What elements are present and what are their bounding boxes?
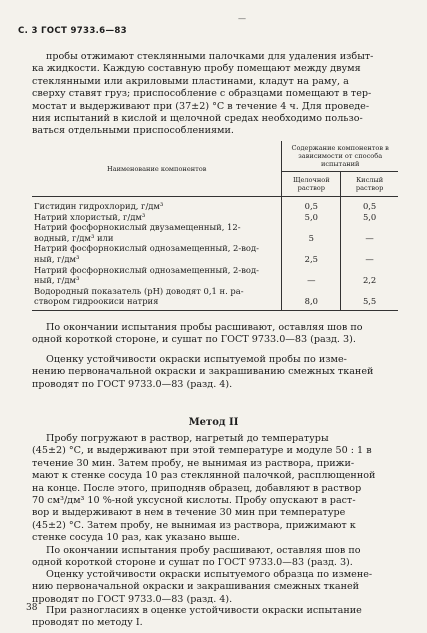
paragraph-7 (32, 605, 398, 630)
col-acid-header: Кислый раствор (341, 172, 398, 197)
paragraph-4 (32, 433, 398, 545)
acid-value: 2,2 (362, 275, 377, 286)
component-name-line: Водородный показатель (рН) доводят 0,1 н. ра- (34, 285, 244, 296)
text-line: Оценку устойчивости окраски испытуемой пробы по изме- (46, 354, 347, 365)
table-row (32, 212, 398, 223)
table-row (32, 222, 398, 243)
text-line: одной короткой стороне и сушат по ГОСТ 9733.0—83 (разд. 3). (32, 557, 353, 569)
alkaline-value: 5,0 (282, 212, 341, 223)
text-line: пробы отжимают стеклянными палочками для удаления избыт- (46, 51, 374, 62)
group-header: Содержание компонентов в зависимости от способа испытаний (282, 141, 398, 172)
alkaline-value: 8,0 (282, 286, 341, 311)
alkaline-value: — (282, 265, 341, 286)
text-line: стенке сосуда 10 раз, как указано выше. (32, 532, 240, 544)
component-name (32, 197, 282, 212)
component-name-line: ный, г/дм³ (34, 275, 80, 286)
text-line: вор и выдерживают в нем в течение 30 мин при температуре (32, 507, 346, 519)
text-line: ваться отдельными приспособлениями. (32, 125, 234, 137)
text-line: 70 см³/дм³ 10 %-ной уксусной кислоты. Пробу опускают в раст- (32, 495, 356, 507)
text-line: течение 30 мин. Затем пробу, не вынимая из раствора, прижи- (32, 457, 355, 469)
table-row (32, 243, 398, 264)
component-name (32, 243, 282, 264)
component-name-line: Гистидин гидрохлорид, г/дм³ (34, 201, 164, 211)
components-table (32, 141, 398, 311)
text-line: ка жидкости. Каждую составную пробу помещают между двумя (32, 63, 361, 75)
text-line: мают к стенке сосуда 10 раз стеклянной палочкой, расплющенной (32, 470, 376, 482)
col-alkaline-header: Щелочной раствор (282, 172, 341, 197)
table-body (32, 197, 398, 311)
text-line: По окончании испытания пробу расшивают, оставляя шов по (46, 545, 361, 556)
alkaline-value: 2,5 (282, 243, 341, 264)
component-name-line: Натрий фосфорнокислый двузамещенный, 12- (34, 222, 241, 233)
table-row (32, 286, 398, 311)
page-header: С. 3 ГОСТ 9733.6—83 (18, 26, 127, 36)
text-line: Пробу погружают в раствор, нагретый до температуры (46, 433, 329, 444)
paragraph-1 (32, 51, 398, 138)
component-name (32, 222, 282, 243)
paragraph-5 (32, 545, 398, 570)
text-line: проводят по ГОСТ 9733.0—83 (разд. 4). (32, 593, 233, 605)
acid-value: 0,5 (362, 201, 377, 211)
component-name (32, 265, 282, 286)
component-name-line: Натрий хлористый, г/дм³ (34, 211, 146, 222)
text-line: ния испытаний в кислой и щелочной средах необходимо пользо- (32, 113, 363, 125)
text-line: Оценку устойчивости окраски испытуемого образца по измене- (46, 569, 373, 580)
component-name (32, 212, 282, 223)
table-row (32, 265, 398, 286)
paragraph-3 (32, 354, 398, 391)
top-mark: — (238, 14, 246, 23)
component-name-line: Натрий фосфорнокислый однозамещенный, 2-вод- (34, 264, 259, 275)
table-row (32, 197, 398, 212)
text-line: проводят по методу I. (32, 617, 143, 629)
text-line: на конце. После этого, приподняв образец, добавляют в раствор (32, 482, 362, 494)
col-name-header: Наименование компонентов (32, 141, 282, 197)
text-line: сверху ставят груз; приспособление с образцами помещают в тер- (32, 88, 372, 100)
text-line: стеклянными или акриловыми пластинами, кладут на раму, а (32, 75, 349, 87)
acid-value: 5,0 (362, 211, 377, 222)
component-name-line: Натрий фосфорнокислый однозамещенный, 2-вод- (34, 243, 259, 254)
component-name-line: ный, г/дм³ (34, 253, 80, 264)
text-line: нению первоначальной окраски и закрашиванию смежных тканей (32, 366, 374, 378)
text-line: проводят по ГОСТ 9733.0—83 (разд. 4). (32, 378, 233, 390)
text-line: одной короткой стороне, и сушат по ГОСТ 9733.0—83 (разд. 3). (32, 334, 356, 346)
text-line: (45±2) °С, и выдерживают при этой температуре и модуле 50 : 1 в (32, 445, 372, 457)
alkaline-value: 5 (282, 222, 341, 243)
component-name-line: водный, г/дм³ или (34, 232, 114, 243)
text-line: нию первоначальной окраски и закрашивания смежных тканей (32, 581, 360, 593)
paragraph-2 (32, 322, 398, 347)
acid-value: — (365, 232, 374, 243)
text-line: (45±2) °С. Затем пробу, не вынимая из раствора, прижимают к (32, 519, 356, 531)
page-number: 38 (26, 603, 38, 613)
alkaline-value: 0,5 (282, 197, 341, 212)
paragraph-6 (32, 569, 398, 606)
component-name-line: створом гидроокиси натрия (34, 296, 159, 307)
method-title: Метод II (188, 417, 239, 428)
acid-value: 5,5 (341, 286, 398, 311)
text-line: По окончании испытания пробы расшивают, оставляя шов по (46, 322, 363, 333)
acid-value: — (365, 253, 374, 264)
component-name (32, 286, 282, 311)
text-line: мостат и выдерживают при (37±2) °С в течение 4 ч. Для проведе- (32, 100, 370, 112)
text-line: При разногласиях в оценке устойчивости окраски испытание (46, 605, 362, 616)
